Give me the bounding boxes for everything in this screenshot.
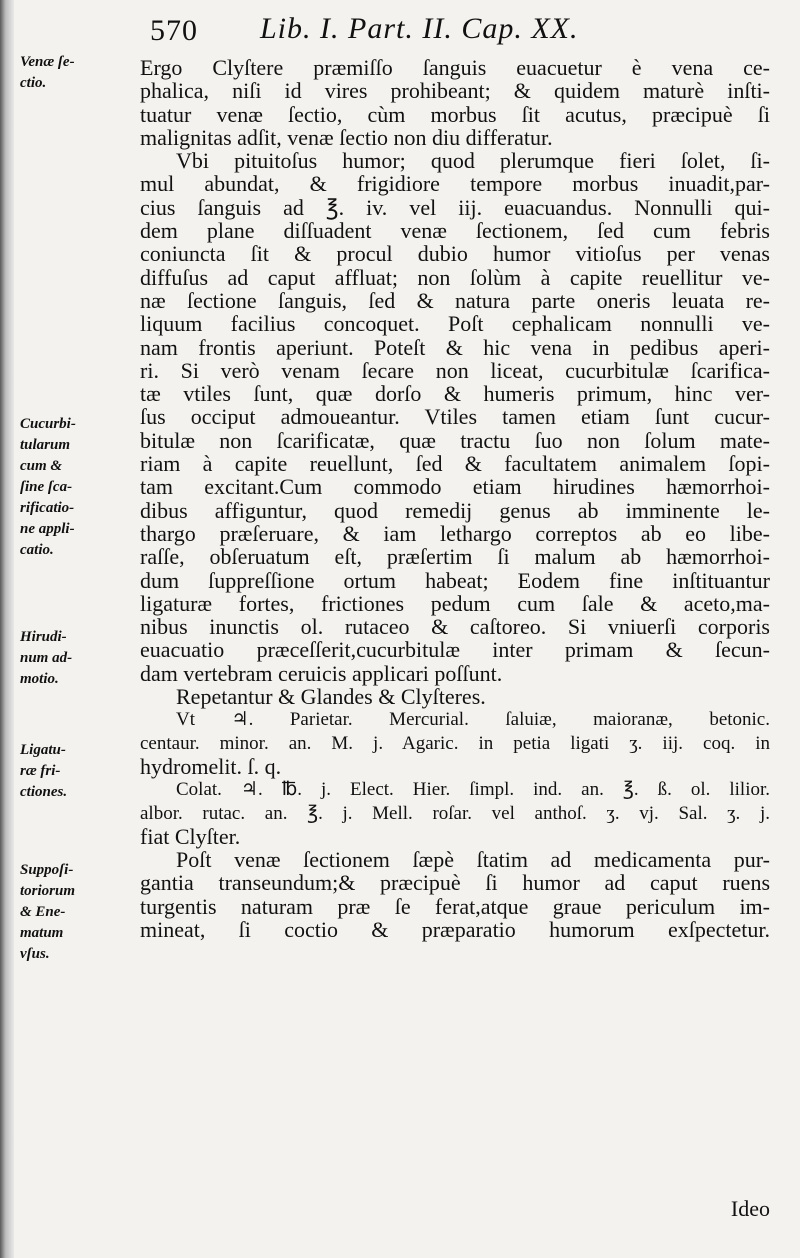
page-number: 570 <box>150 14 198 47</box>
margin-note-cucurbitularum <box>20 414 76 561</box>
body-line: Poſt venæ ſectionem ſæpè ſtatim ad medicamenta pur- <box>176 847 770 873</box>
body-line: mineat, ſi coctio & præparatio humorum exſpectetur. <box>140 916 770 942</box>
body-line: Repetantur & Glandes & Clyſteres. <box>176 684 486 710</box>
body-line: ſus occiput admoueantur. Vtiles tamen etiam ſunt cucur- <box>140 404 770 430</box>
margin-note-line: tularum <box>20 437 71 453</box>
margin-note-line: motio. <box>20 671 59 687</box>
body-line: tuatur venæ ſectio, cùm morbus ſit acutus, præcipuè ſi <box>140 101 770 127</box>
body-line: nibus inunctis ol. rutaceo & caſtoreo. Si vniuerſi corporis <box>140 614 770 640</box>
body-line: ligaturæ fortes, frictiones pedum cum ſale & aceto,ma- <box>140 590 770 616</box>
catchword: Ideo <box>730 1196 770 1221</box>
recipe-line: albor. rutac. an. ℥. j. Mell. roſar. vel anthoſ. ʒ. vj. Sal. ʒ. j. <box>140 802 770 824</box>
margin-note-line: cum & <box>20 458 63 474</box>
recipe-line: Vt ♃. Parietar. Mercurial. ſaluiæ, maioranæ, betonic. <box>176 709 770 731</box>
margin-note-line: ſine ſca- <box>20 479 73 495</box>
margin-note-line: vſus. <box>20 946 50 962</box>
page-header <box>150 8 750 50</box>
margin-note-line: & Ene- <box>20 904 66 920</box>
margin-note-suppositoriorum <box>20 860 75 965</box>
recipe-line: hydromelit. ſ. q. <box>140 753 282 779</box>
body-line: bitulæ non ſcarificatæ, quæ tractu ſuo non ſolum mate- <box>140 427 770 453</box>
body-line: gantia transeundum;& præcipuè ſi humor ad caput ruens <box>140 870 770 896</box>
body-line: cius ſanguis ad ℥. iv. vel iij. euacuandus. Nonnulli qui- <box>140 194 770 220</box>
margin-note-line: num ad- <box>20 650 73 666</box>
body-line: tam excitant.Cum commodo etiam hirudines hæmorrhoi- <box>140 474 770 500</box>
margin-note-hirudinum <box>20 627 72 690</box>
margin-note-ligaturae <box>20 740 67 803</box>
margin-note-line: catio. <box>20 542 54 558</box>
margin-note-line: toriorum <box>20 883 76 899</box>
running-head: Lib. I. Part. II. Cap. XX. <box>260 12 579 45</box>
body-line: dibus affiguntur, quod remedij genus ab imminente le- <box>140 497 770 523</box>
body-line: diffuſus ad caput affluat; non ſolùm à capite reuellitur ve- <box>140 264 770 290</box>
body-text <box>140 56 770 941</box>
recipe-line: fiat Clyſter. <box>140 823 241 849</box>
page-gutter-shadow <box>0 0 14 1258</box>
margin-note-line: ræ fri- <box>20 763 61 779</box>
body-line: mul abundat, & frigidiore tempore morbus inuadit,par- <box>140 171 770 197</box>
margin-note-line: Suppoſi- <box>20 862 74 878</box>
body-line: dam vertebram ceruicis applicari poſſunt. <box>140 660 503 686</box>
margin-note-venae-sectio <box>20 52 75 94</box>
margin-note-line: ctio. <box>20 75 47 91</box>
body-line: dum ſuppreſſione ortum habeat; Eodem fine inſtituantur <box>140 567 770 593</box>
body-line: turgentis naturam præ ſe ferat,atque graue periculum im- <box>140 893 770 919</box>
body-line: Vbi pituitoſus humor; quod plerumque fieri ſolet, ſi- <box>176 148 770 174</box>
body-line: raſſe, obſeruatum eſt, præſertim ſi malum ab hæmorrhoi- <box>140 544 770 570</box>
body-line: phalica, niſi id vires prohibeant; & quidem maturè inſti- <box>140 78 770 104</box>
margin-note-line: rificatio- <box>20 500 75 516</box>
body-line: dem plane diſſuadent venæ ſectionem, ſed cum febris <box>140 218 770 244</box>
body-line: liquum facilius concoquet. Poſt cephalicam nonnulli ve- <box>140 311 770 337</box>
margin-note-line: matum <box>20 925 64 941</box>
body-line: riam à capite reuellunt, ſed & facultatem animalem ſopi- <box>140 451 770 477</box>
body-line: thargo præſeruare, & iam lethargo correptos ab eo libe- <box>140 520 770 546</box>
body-line: malignitas adſit, venæ ſectio non diu differatur. <box>140 124 553 150</box>
body-line: tæ vtiles ſunt, quæ dorſo & humeris primum, hinc ver- <box>140 381 770 407</box>
recipe-line: Colat. ♃. ℔. j. Elect. Hier. ſimpl. ind. an. ℥. ß. ol. lilior. <box>176 779 770 801</box>
margin-note-line: Ligatu- <box>20 742 66 758</box>
body-line: Ergo Clyſtere præmiſſo ſanguis euacuetur è vena ce- <box>140 55 770 80</box>
margin-note-line: ne appli- <box>20 521 75 537</box>
margin-note-line: ctiones. <box>20 784 68 800</box>
margin-note-line: Hirudi- <box>20 629 67 645</box>
body-line: coniuncta ſit & procul dubio humor vitioſus per venas <box>140 241 770 267</box>
body-line: ri. Si verò venam ſecare non liceat, cucurbitulæ ſcarifica- <box>140 357 770 383</box>
body-line: euacuatio præceſſerit,cucurbitulæ inter primam & ſecun- <box>140 637 770 663</box>
body-line: nam frontis aperiunt. Poteſt & hic vena in pedibus aperi- <box>140 334 770 360</box>
margin-note-line: Cucurbi- <box>20 416 76 432</box>
recipe-line: centaur. minor. an. M. j. Agaric. in petia ligati ʒ. iij. coq. in <box>140 732 770 754</box>
margin-note-line: Venæ ſe- <box>20 54 75 70</box>
body-line: næ ſectione ſanguis, ſed & natura parte oneris leuata re- <box>140 287 770 313</box>
